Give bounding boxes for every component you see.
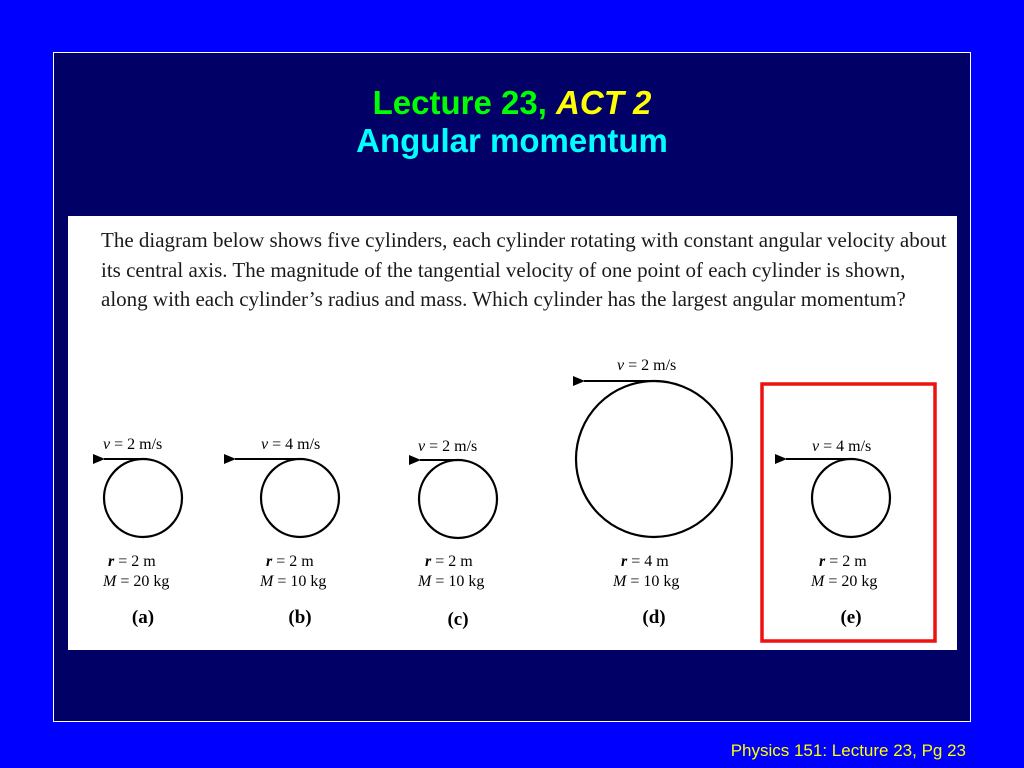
- option-label-a: (a): [131, 607, 155, 628]
- answer-highlight-box: [762, 384, 935, 641]
- radius-label-b: r = 2 m: [266, 553, 314, 570]
- velocity-label-a: v = 2 m/s: [103, 436, 163, 453]
- velocity-label-c: v = 2 m/s: [418, 438, 478, 455]
- mass-label-b: M = 10 kg: [260, 573, 327, 590]
- radius-label-e: r = 2 m: [819, 553, 867, 570]
- velocity-value-c: = 2 m/s: [429, 438, 478, 455]
- velocity-value-a: = 2 m/s: [114, 436, 163, 453]
- cylinder-b: [235, 436, 339, 628]
- title-lecture: Lecture 23,: [372, 84, 547, 121]
- option-label-e: (e): [840, 607, 862, 628]
- radius-label-d: r = 4 m: [621, 553, 669, 570]
- cylinder-c: [417, 438, 497, 630]
- cylinder-circle-d: [576, 381, 732, 537]
- option-label-b: (b): [288, 607, 312, 628]
- velocity-label-e: v = 4 m/s: [812, 438, 872, 455]
- cylinder-circle-b: [261, 459, 339, 537]
- mass-label-d: M = 10 kg: [613, 573, 680, 590]
- velocity-value-e: = 4 m/s: [823, 438, 872, 455]
- cylinder-circle-a: [104, 459, 182, 537]
- cylinder-a: [102, 436, 182, 628]
- radius-value-a: = 2 m: [118, 553, 156, 570]
- radius-value-c: = 2 m: [435, 553, 473, 570]
- cylinder-e: [786, 438, 890, 628]
- mass-label-e: M = 20 kg: [811, 573, 878, 590]
- velocity-value-b: = 4 m/s: [272, 436, 321, 453]
- cylinder-d: [576, 357, 732, 628]
- mass-label-a: M = 20 kg: [103, 573, 170, 590]
- title-line-2: Angular momentum: [356, 122, 668, 159]
- mass-value-b: = 10 kg: [277, 573, 327, 590]
- mass-label-c: M = 10 kg: [418, 573, 485, 590]
- radius-value-b: = 2 m: [276, 553, 314, 570]
- option-label-c: (c): [447, 609, 469, 630]
- mass-value-c: = 10 kg: [435, 573, 485, 590]
- title-act: ACT 2: [556, 84, 652, 121]
- radius-label-a: r = 2 m: [108, 553, 156, 570]
- radius-label-c: r = 2 m: [425, 553, 473, 570]
- slide-footer: Physics 151: Lecture 23, Pg 23: [730, 741, 966, 760]
- cylinder-circle-e: [812, 459, 890, 537]
- radius-value-d: = 4 m: [631, 553, 669, 570]
- mass-value-d: = 10 kg: [630, 573, 680, 590]
- cylinder-circle-c: [419, 460, 497, 538]
- velocity-label-d: v = 2 m/s: [617, 357, 677, 374]
- mass-value-e: = 20 kg: [828, 573, 878, 590]
- velocity-value-d: = 2 m/s: [628, 357, 677, 374]
- question-text: The diagram below shows five cylinders, each cylinder rotating with constant angular velocity about its central axis. The magnitude of the tangential velocity of one point of each cylinder is shown, along with each cylinder’s radius and mass. Which cylinder has the largest angular momentum?: [101, 228, 947, 311]
- velocity-label-b: v = 4 m/s: [261, 436, 321, 453]
- mass-value-a: = 20 kg: [120, 573, 170, 590]
- option-label-d: (d): [642, 607, 666, 628]
- radius-value-e: = 2 m: [829, 553, 867, 570]
